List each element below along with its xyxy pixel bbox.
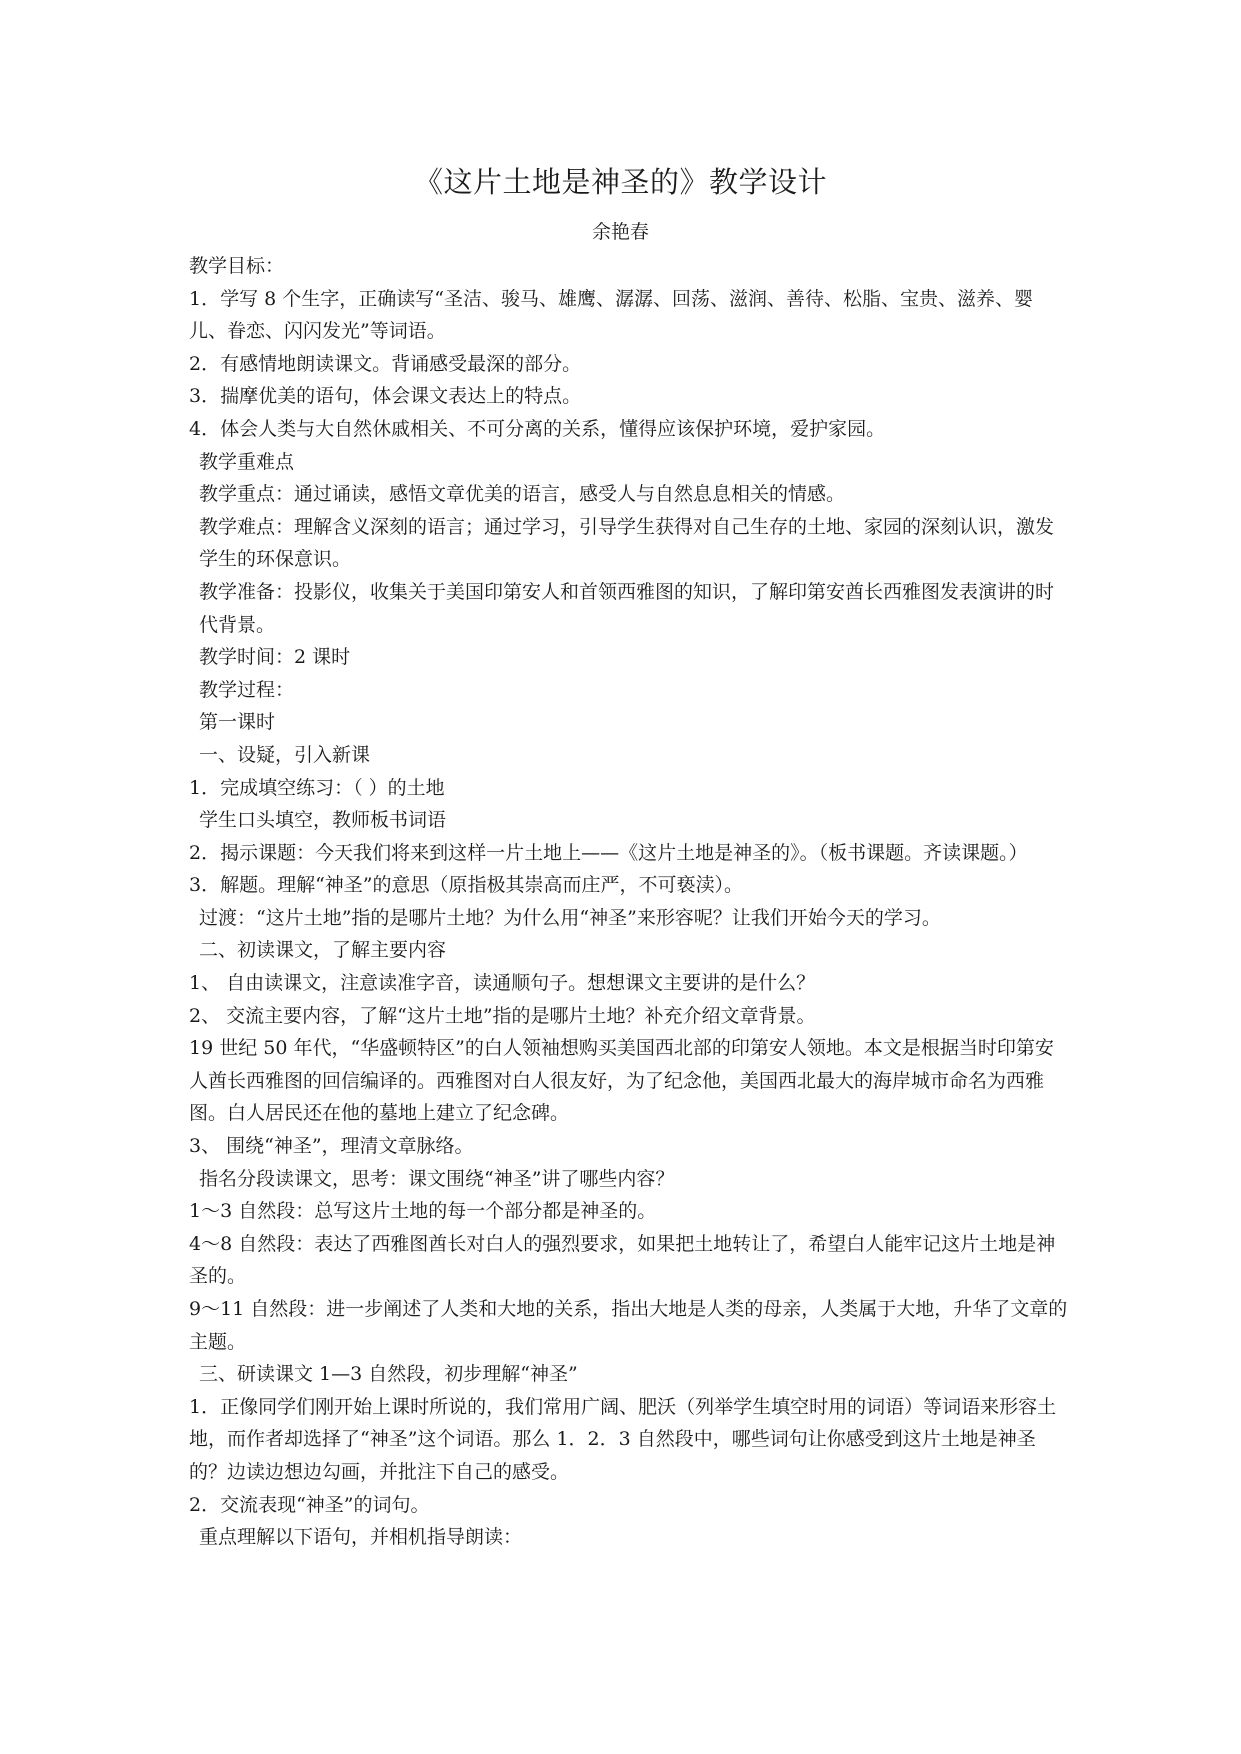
paragraph: 3．解题。理解“神圣”的意思（原指极其崇高而庄严，不可亵渎）。 (189, 874, 744, 897)
paragraph: 1、 自由读课文，注意读准字音，读通顺句子。想想课文主要讲的是什么？ (189, 972, 816, 995)
paragraph: 教学时间：2 课时 (199, 646, 351, 669)
paragraph: 1．学写 8 个生字，正确读写“圣洁、骏马、雄鹰、潺潺、回荡、滋润、善待、松脂、宝贵、滋养、婴儿、眷恋、闪闪发光”等词语。 (189, 287, 1033, 343)
paragraph: 一、设疑，引入新课 (199, 743, 371, 766)
paragraph: 教学目标： (189, 255, 285, 277)
paragraph: 2．有感情地朗读课文。背诵感受最深的部分。 (189, 352, 582, 375)
paragraph: 2．揭示课题：今天我们将来到这样一片土地上——《这片土地是神圣的》。（板书课题。齐读课题。） (189, 841, 1028, 864)
paragraph: 4～8 自然段：表达了西雅图酋长对白人的强烈要求，如果把土地转让了，希望白人能牢记这片土地是神圣的。 (189, 1232, 1056, 1288)
paragraph: 三、研读课文 1—3 自然段，初步理解“神圣” (199, 1363, 578, 1386)
paragraph: 教学重难点 (199, 450, 295, 473)
document-author: 余艳春 (591, 221, 649, 243)
paragraph: 教学准备：投影仪，收集关于美国印第安人和首领西雅图的知识，了解印第安酋长西雅图发表演讲的时代背景。 (199, 580, 1055, 636)
paragraph: 3．揣摩优美的语句，体会课文表达上的特点。 (189, 385, 582, 408)
document-title: 《这片土地是神圣的》教学设计 (413, 165, 827, 199)
paragraph: 19 世纪 50 年代，“华盛顿特区”的白人领袖想购买美国西北部的印第安人领地。本文是根据当时印第安人酋长西雅图的回信编译的。西雅图对白人很友好，为了纪念他，美国西北最大的海岸城市命名为西雅图。白人居民还在他的墓地上建立了纪念碑。 (189, 1037, 1054, 1125)
paragraph: 1～3 自然段：总写这片土地的每一个部分都是神圣的。 (189, 1200, 657, 1223)
paragraph: 教学难点：理解含义深刻的语言；通过学习，引导学生获得对自己生存的土地、家园的深刻认识，激发学生的环保意识。 (199, 515, 1055, 571)
paragraph: 2．交流表现“神圣”的词句。 (189, 1493, 430, 1516)
paragraph: 教学重点：通过诵读，感悟文章优美的语言，感受人与自然息息相关的情感。 (199, 483, 846, 506)
paragraph: 二、初读课文，了解主要内容 (199, 939, 447, 962)
paragraph: 4．体会人类与大自然休戚相关、不可分离的关系，懂得应该保护环境，爱护家园。 (189, 417, 886, 440)
paragraph: 教学过程： (199, 678, 295, 701)
document-body (189, 250, 1069, 1554)
paragraph: 9～11 自然段：进一步阐述了人类和大地的关系，指出大地是人类的母亲，人类属于大地，升华了文章的主题。 (189, 1298, 1068, 1353)
paragraph: 重点理解以下语句，并相机指导朗读： (199, 1526, 523, 1549)
paragraph: 第一课时 (199, 711, 276, 734)
paragraph: 过渡：“这片土地”指的是哪片土地？为什么用“神圣”来形容呢？让我们开始今天的学习。 (199, 906, 941, 929)
paragraph: 3、 围绕“神圣”，理清文章脉络。 (189, 1135, 474, 1158)
paragraph: 1．正像同学们刚开始上课时所说的，我们常用广阔、肥沃（列举学生填空时用的词语）等词语来形容土地，而作者却选择了“神圣”这个词语。那么 1．2．3 自然段中，哪些词句让你感受到这片土地是神圣的？边读边想边勾画，并批注下自己的感受。 (189, 1395, 1057, 1483)
paragraph: 2、 交流主要内容，了解“这片土地”指的是哪片土地？补充介绍文章背景。 (189, 1004, 816, 1027)
paragraph: 学生口头填空，教师板书词语 (199, 809, 447, 832)
paragraph: 1．完成填空练习：（ ）的土地 (189, 776, 445, 799)
paragraph: 指名分段读课文，思考：课文围绕“神圣”讲了哪些内容？ (199, 1167, 675, 1190)
